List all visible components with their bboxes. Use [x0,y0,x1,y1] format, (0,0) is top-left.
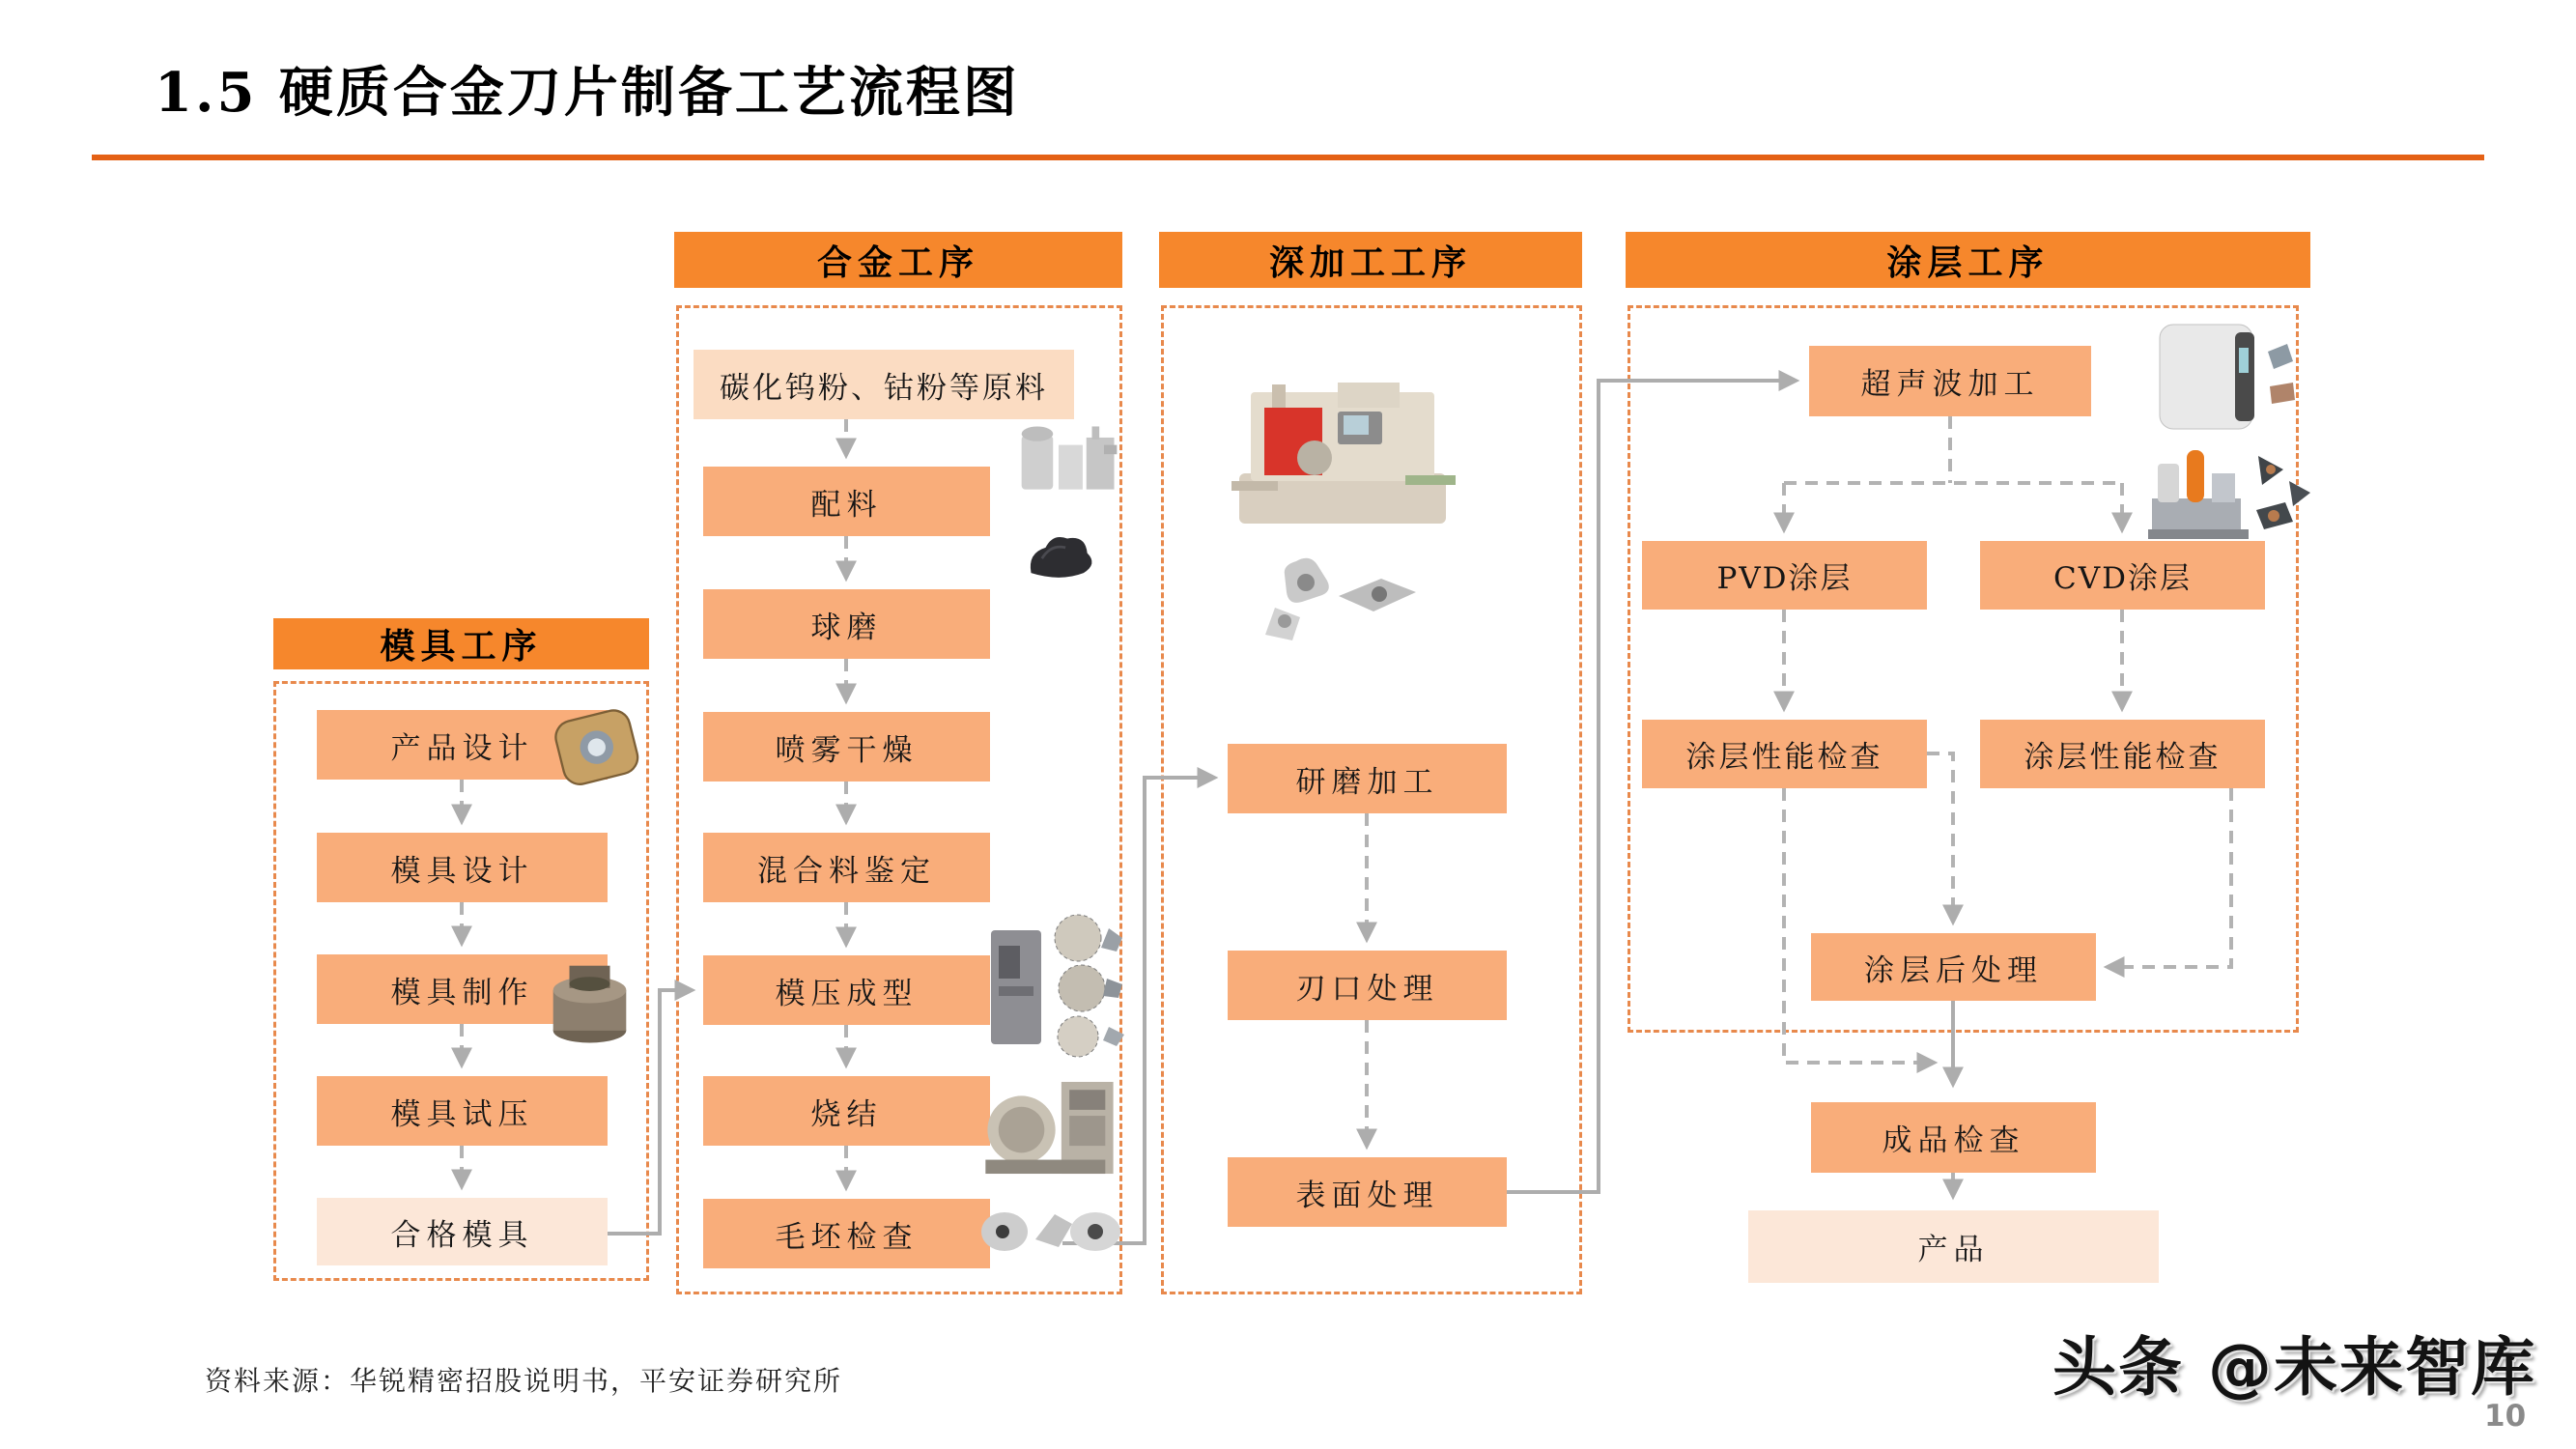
page-number: 10 [2484,1399,2527,1434]
step-mixture-testing: 混合料鉴定 [703,833,990,902]
watermark-logo: 头条 @未来智库 [2052,1330,2536,1405]
step-surface-treatment: 表面处理 [1228,1157,1507,1227]
step-ultrasonic-processing: 超声波加工 [1809,346,2091,416]
page-title: 1.5 硬质合金刀片制备工艺流程图 [155,61,1020,125]
step-edge-treatment: 刃口处理 [1228,951,1507,1020]
step-press-forming: 模压成型 [703,955,990,1025]
step-coating-check-left: 涂层性能检查 [1642,720,1927,788]
ground-inserts-photo [1246,546,1444,647]
step-product: 产品 [1748,1210,2159,1283]
header-mold-process: 模具工序 [273,618,649,669]
step-post-coating-treatment: 涂层后处理 [1811,933,2096,1001]
header-alloy-process: 合金工序 [674,232,1122,288]
sintering-furnace-photo [976,1067,1125,1188]
header-deep-process: 深加工工序 [1159,232,1582,288]
step-raw-materials: 碳化钨粉、钴粉等原料 [694,350,1074,419]
step-pvd-coating: PVD涂层 [1642,541,1927,610]
header-coating-process: 涂层工序 [1626,232,2310,288]
source-note: 资料来源：华锐精密招股说明书，平安证券研究所 [205,1365,843,1397]
step-ball-milling: 球磨 [703,589,990,659]
step-grinding: 研磨加工 [1228,744,1507,813]
step-cvd-coating: CVD涂层 [1980,541,2265,610]
step-qualified-mold: 合格模具 [317,1198,608,1265]
step-batching: 配料 [703,467,990,536]
title-rule [92,155,2484,160]
step-blank-inspection: 毛坯检查 [703,1199,990,1268]
step-mold-trial-press: 模具试压 [317,1076,608,1146]
step-spray-drying: 喷雾干燥 [703,712,990,781]
mixer-machine-photo [1014,415,1125,502]
blank-inserts-photo [976,1193,1130,1265]
mold-photo [539,947,640,1058]
powder-photo [1014,517,1106,589]
carbide-insert-photo [541,686,652,807]
step-sintering: 烧结 [703,1076,990,1146]
step-mold-design: 模具设计 [317,833,608,902]
step-final-inspection: 成品检查 [1811,1102,2096,1173]
grinding-machine-photo [1222,357,1463,541]
step-mold-making: 模具制作 [317,954,608,1024]
cvd-machine-photo [2144,435,2313,555]
coating-machine-photo [2154,319,2308,435]
step-coating-check-right: 涂层性能检查 [1980,720,2265,788]
step-product-design: 产品设计 [317,710,608,780]
press-machine-photo [985,903,1130,1058]
